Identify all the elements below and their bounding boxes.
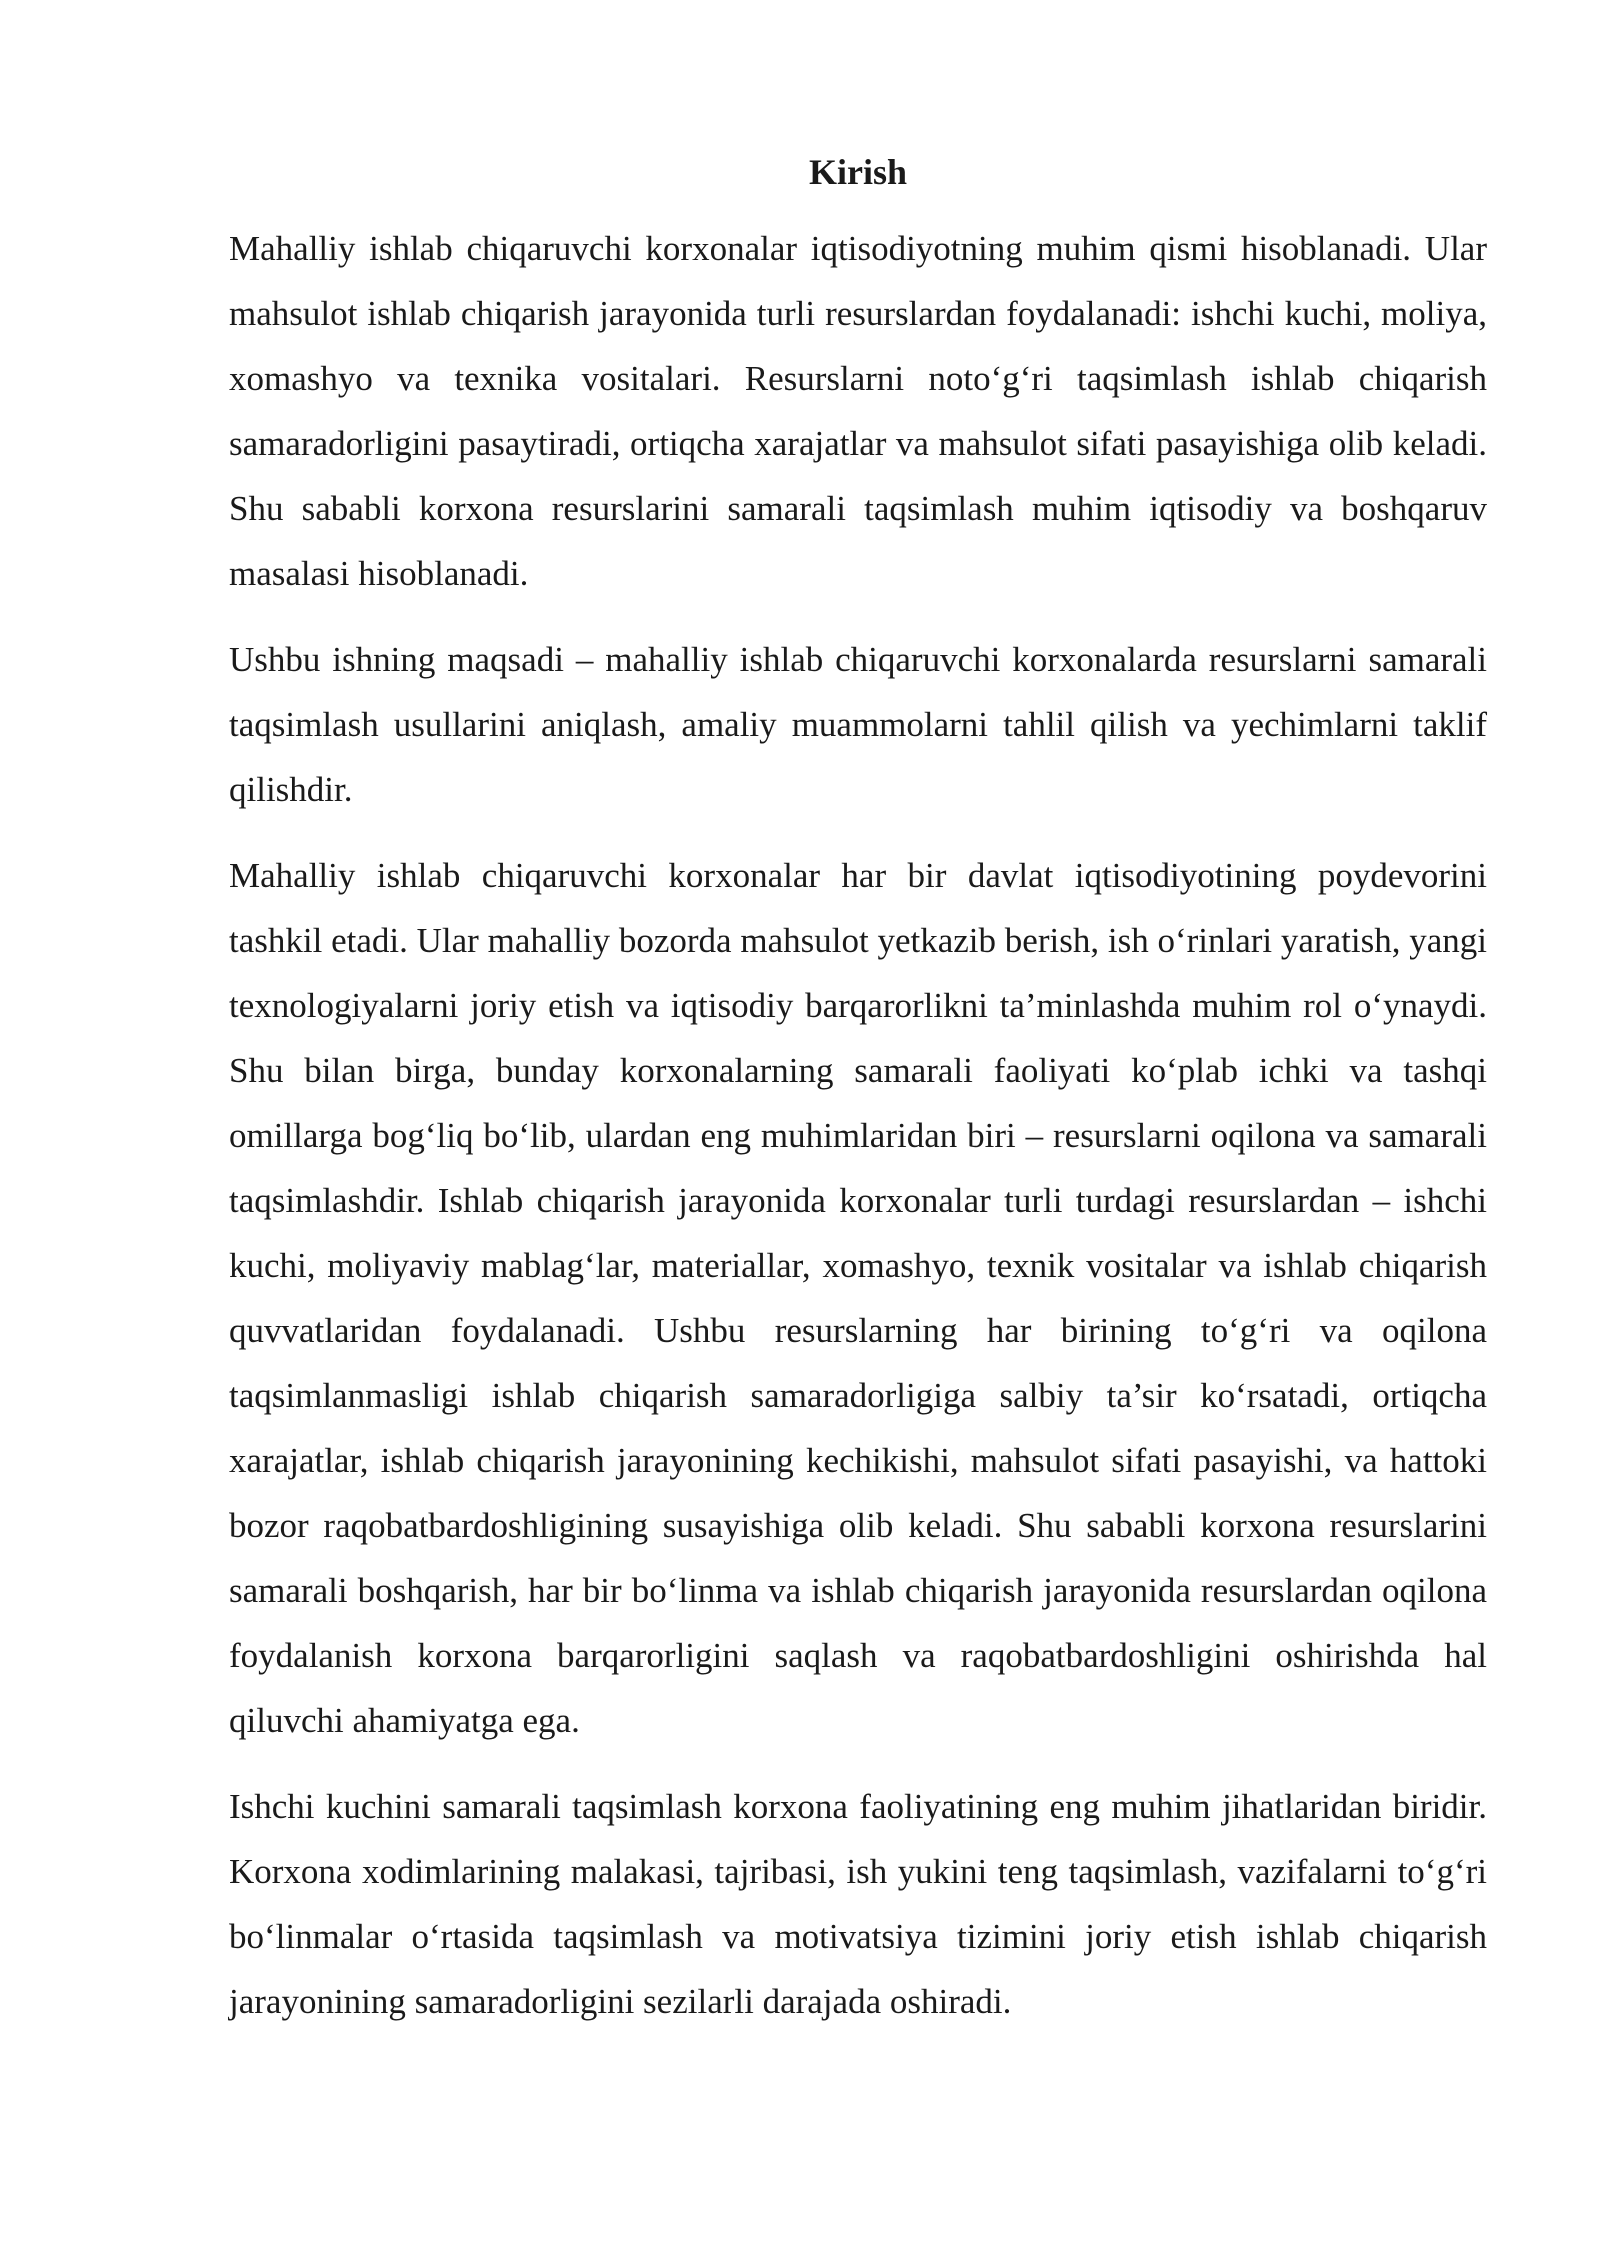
document-body xyxy=(229,140,1487,2055)
paragraph-goal: Ushbu ishning maqsadi – mahalliy ishlab chiqaruvchi korxonalarda resurslarni samarali taqsimlash usullarini aniqlash, amaliy muammolarni tahlil qilish va yechimlarni taklif qilishdir. xyxy=(229,640,1487,809)
document-title: Kirish xyxy=(808,152,907,192)
paragraph-intro: Mahalliy ishlab chiqaruvchi korxonalar iqtisodiyotning muhim qismi hisoblanadi. Ular mahsulot ishlab chiqarish jarayonida turli resurslardan foydalanadi: ishchi kuchi, moliya, xomashyo va texnika vositalari. Resurslarni noto‘g‘ri taqsimlash ishlab chiqarish samaradorligini pasaytiradi, ortiqcha xarajatlar va mahsulot sifati pasayishiga olib keladi. Shu sababli korxona resurslarini samarali taqsimlash muhim iqtisodiy va boshqaruv masalasi hisoblanadi. xyxy=(229,229,1487,593)
paragraph-enterprises: Mahalliy ishlab chiqaruvchi korxonalar har bir davlat iqtisodiyotining poydevorini tashkil etadi. Ular mahalliy bozorda mahsulot yetkazib berish, ish o‘rinlari yaratish, yangi texnologiyalarni joriy etish va iqtisodiy barqarorlikni ta’minlashda muhim rol o‘ynaydi. Shu bilan birga, bunday korxonalarning samarali faoliyati ko‘plab ichki va tashqi omillarga bog‘liq bo‘lib, ulardan eng muhimlaridan biri – resurslarni oqilona va samarali taqsimlashdir. Ishlab chiqarish jarayonida korxonalar turli turdagi resurslardan – ishchi kuchi, moliyaviy mablag‘lar, materiallar, xomashyo, texnik vositalar va ishlab chiqarish quvvatlaridan foydalanadi. Ushbu resurslarning har birining to‘g‘ri va oqilona taqsimlanmasligi ishlab chiqarish samaradorligiga salbiy ta’sir ko‘rsatadi, ortiqcha xarajatlar, ishlab chiqarish jarayonining kechikishi, mahsulot sifati pasayishi, va hattoki bozor raqobatbardoshligining susayishiga olib keladi. Shu sababli korxona resurslarini samarali boshqarish, har bir bo‘linma va ishlab chiqarish jarayonida resurslardan oqilona foydalanish korxona barqarorligini saqlash va raqobatbardoshligini oshirishda hal qiluvchi ahamiyatga ega. xyxy=(229,856,1487,1740)
paragraph-labor: Ishchi kuchini samarali taqsimlash korxona faoliyatining eng muhim jihatlaridan biridir. Korxona xodimlarining malakasi, tajribasi, ish yukini teng taqsimlash, vazifalarni to‘g‘ri bo‘linmalar o‘rtasida taqsimlash va motivatsiya tizimini joriy etish ishlab chiqarish jarayonining samaradorligini sezilarli darajada oshiradi. xyxy=(229,1787,1487,2021)
